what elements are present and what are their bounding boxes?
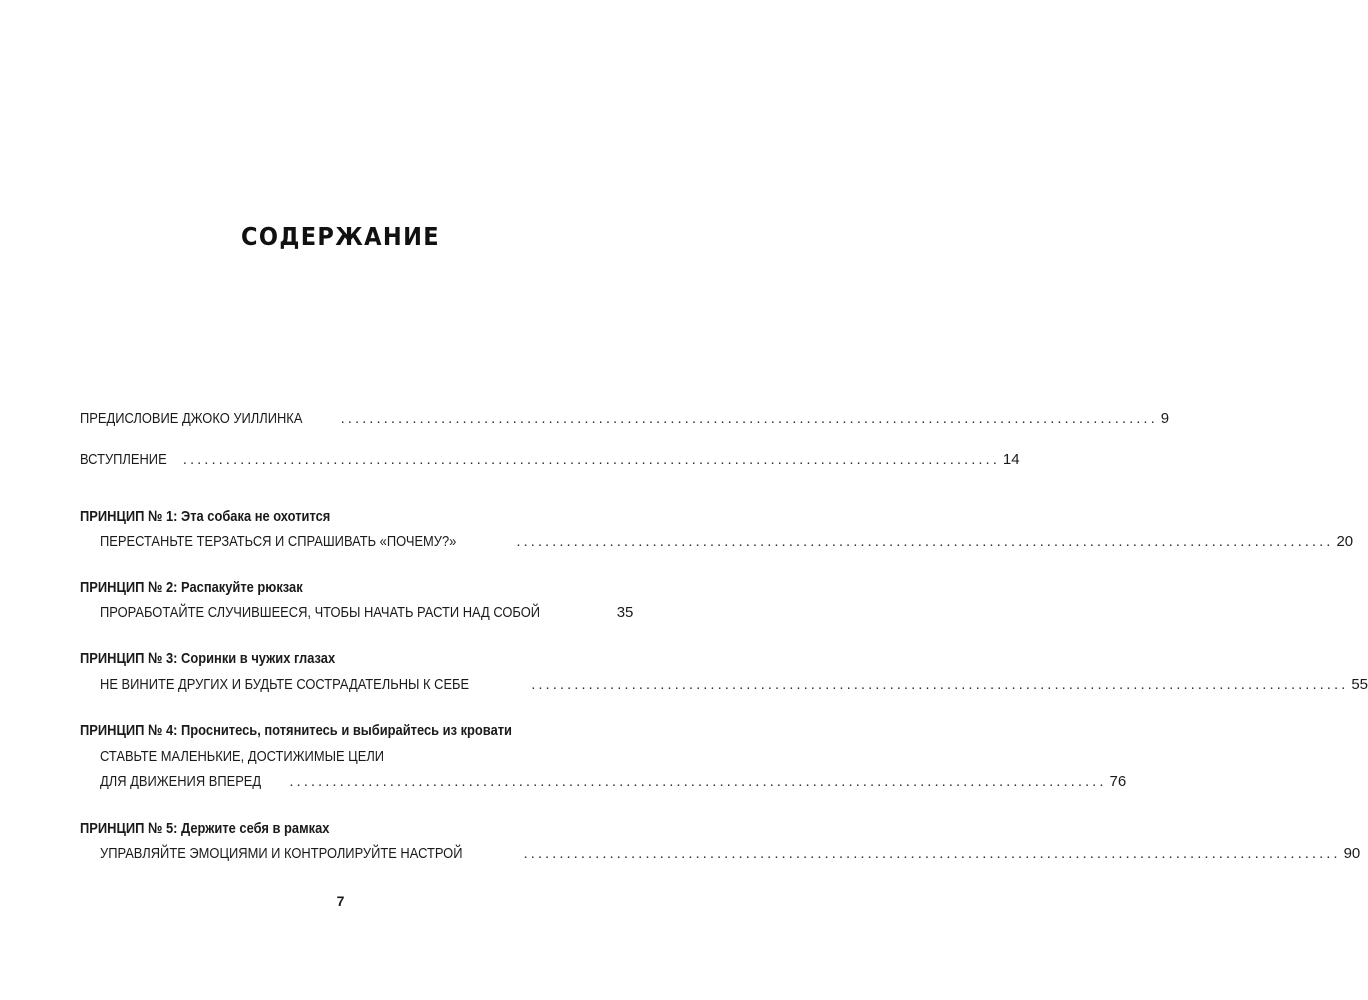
toc-entry-intro[interactable] (80, 449, 1020, 471)
toc-page-number: 76 (1109, 773, 1127, 790)
toc-entry-text: ВСТУПЛЕНИЕ (80, 451, 167, 468)
toc-entry-text-line-1: СТАВЬТЕ МАЛЕНЬКИЕ, ДОСТИЖИМЫЕ ЦЕЛИ (100, 748, 385, 765)
toc-page-number: 20 (1336, 533, 1354, 550)
toc-page-number: 35 (616, 604, 634, 621)
principle-heading-3: ПРИНЦИП № 3: Соринки в чужих глазах (80, 650, 336, 667)
toc-entry-principle-3[interactable] (100, 674, 1368, 696)
leader-dots: .................................................................................................................. (289, 773, 1107, 790)
leader-dots: .................................................................................................................. (531, 676, 1349, 693)
toc-entry-preface[interactable] (80, 408, 1170, 430)
toc-entry-principle-4[interactable] (100, 771, 1127, 793)
toc-entry-text: ПЕРЕСТАНЬТЕ ТЕРЗАТЬСЯ И СПРАШИВАТЬ «ПОЧЕМУ?» (100, 533, 457, 550)
leader-dots: .................................................................................................................. (516, 533, 1334, 550)
toc-entry-principle-1[interactable] (100, 531, 1354, 553)
toc-entry-text: УПРАВЛЯЙТЕ ЭМОЦИЯМИ И КОНТРОЛИРУЙТЕ НАСТРОЙ (100, 845, 463, 862)
principle-heading-2: ПРИНЦИП № 2: Распакуйте рюкзак (80, 579, 303, 596)
toc-page-number: 90 (1343, 845, 1361, 862)
leader-dots: .................................................................................................................. (340, 410, 1158, 427)
toc-entry-text: ДЛЯ ДВИЖЕНИЯ ВПЕРЕД (100, 773, 262, 790)
leader-dots: .................................................................................................................. (182, 451, 1000, 468)
toc-entry-text: ПРОРАБОТАЙТЕ СЛУЧИВШЕЕСЯ, ЧТОБЫ НАЧАТЬ РАСТИ НАД СОБОЙ (100, 604, 541, 621)
toc-page-number: 9 (1160, 410, 1170, 427)
principle-heading-4: ПРИНЦИП № 4: Проснитесь, потянитесь и выбирайтесь из кровати (80, 722, 513, 739)
toc-page-number: 55 (1351, 676, 1368, 693)
principle-heading-5: ПРИНЦИП № 5: Держите себя в рамках (80, 820, 330, 837)
toc-entry-principle-2[interactable] (100, 602, 634, 624)
toc-page-number: 14 (1002, 451, 1020, 468)
toc-entry-text: НЕ ВИНИТЕ ДРУГИХ И БУДЬТЕ СОСТРАДАТЕЛЬНЫ К СЕБЕ (100, 676, 470, 693)
page-title: СОДЕРЖАНИЕ (240, 222, 441, 251)
principle-heading-1: ПРИНЦИП № 1: Эта собака не охотится (80, 508, 331, 525)
leader-dots: .................................................................................................................. (523, 845, 1341, 862)
page-number: 7 (336, 893, 345, 909)
toc-entry-text: ПРЕДИСЛОВИЕ ДЖОКО УИЛЛИНКА (80, 410, 303, 427)
toc-entry-principle-5[interactable] (100, 843, 1361, 865)
